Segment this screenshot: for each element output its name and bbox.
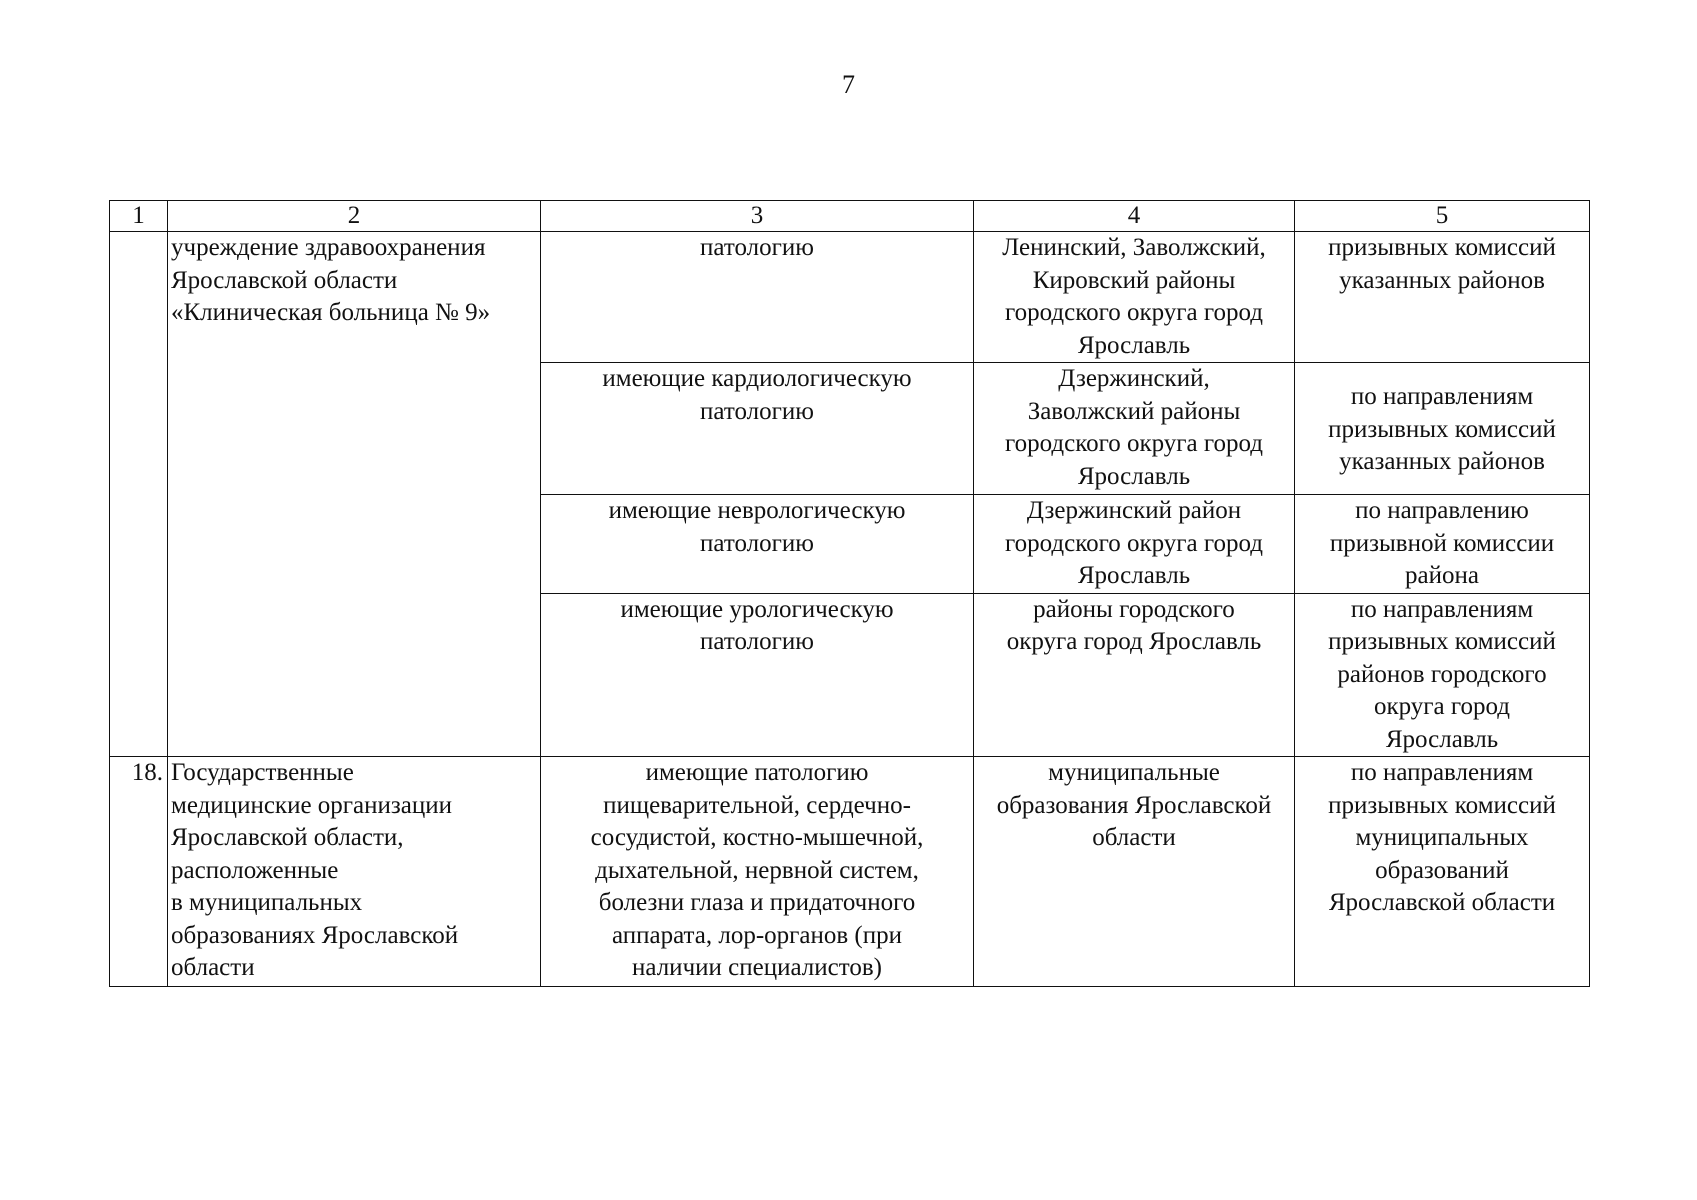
header-col-2: 2: [168, 201, 541, 232]
pathology-cell: [541, 232, 974, 363]
institution-cell: [168, 757, 541, 987]
districts-cell: [974, 757, 1295, 987]
pathology-cell: [541, 757, 974, 987]
institution-name: Государственные медицинские организации Ярославской области, расположенные в муниципальных образованиях Ярославской области: [171, 759, 459, 981]
pathology-cell: [541, 593, 974, 757]
referral-text: по направлениям призывных комиссий районов городского округа город Ярославль: [1328, 595, 1556, 753]
districts-cell: [974, 232, 1295, 363]
pathology-text: имеющие урологическую патологию: [620, 595, 894, 655]
pathology-text: патологию: [700, 234, 814, 261]
pathology-text: имеющие неврологическую патологию: [608, 497, 906, 557]
pathology-cell: [541, 363, 974, 495]
referral-cell: [1295, 593, 1590, 757]
header-col-1: 1: [110, 201, 168, 232]
referral-cell: [1295, 495, 1590, 594]
districts-text: Дзержинский район городского округа город Ярославль: [1004, 497, 1264, 589]
districts-cell: [974, 593, 1295, 757]
pathology-text: имеющие кардиологическую патологию: [602, 365, 912, 425]
districts-text: муниципальные образования Ярославской области: [996, 759, 1272, 851]
districts-cell: [974, 363, 1295, 495]
referral-cell: [1295, 232, 1590, 363]
institution-name: учреждение здравоохранения Ярославской области «Клиническая больница № 9»: [171, 234, 491, 326]
institution-cell: [168, 232, 541, 757]
referral-cell: [1295, 363, 1590, 495]
referral-text: по направлениям призывных комиссий указанных районов: [1328, 383, 1556, 475]
referral-text: по направлению призывной комиссии района: [1329, 497, 1555, 589]
districts-text: Ленинский, Заволжский, Кировский районы городского округа город Ярославль: [1002, 234, 1266, 359]
pathology-text: имеющие патологию пищеварительной, сердечно- сосудистой, костно-мышечной, дыхательной, нервной систем, болезни глаза и придаточного аппарата, лор-органов (при наличии специалистов): [590, 759, 924, 981]
districts-cell: [974, 495, 1295, 594]
table-row: [110, 757, 1590, 987]
referral-text: по направлениям призывных комиссий муниципальных образований Ярославской области: [1328, 759, 1556, 916]
referral-table: [109, 200, 1590, 987]
districts-text: Дзержинский, Заволжский районы городского округа город Ярославль: [1004, 365, 1264, 490]
header-col-3: 3: [541, 201, 974, 232]
pathology-cell: [541, 495, 974, 594]
page-number: 7: [842, 70, 855, 99]
districts-text: районы городского округа город Ярославль: [1006, 595, 1262, 655]
row-number-cell: 18.: [110, 757, 168, 987]
referral-text: призывных комиссий указанных районов: [1328, 234, 1556, 294]
table-header-row: [110, 201, 1590, 232]
header-col-4: 4: [974, 201, 1295, 232]
table-row: [110, 232, 1590, 363]
referral-cell: [1295, 757, 1590, 987]
header-col-5: 5: [1295, 201, 1590, 232]
row-number-cell: [110, 232, 168, 757]
